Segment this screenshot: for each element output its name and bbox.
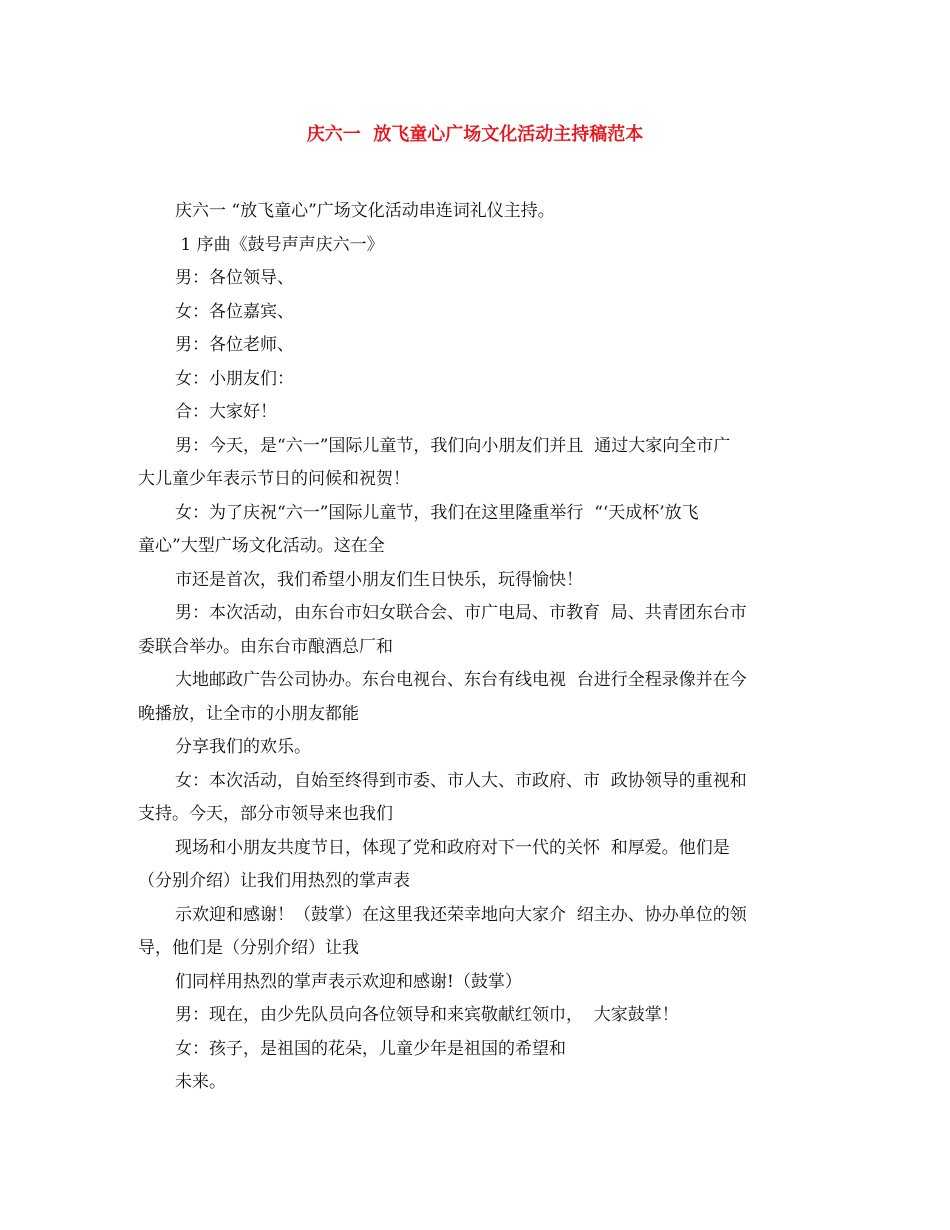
paragraph-line: 男：今天，是“六一”国际儿童节，我们向小朋友们并且 通过大家向全市广 [175, 435, 731, 456]
paragraph-line: 庆六一 “放飞童心”广场文化活动串连词礼仪主持。 [175, 201, 555, 221]
paragraph-line: 大地邮政广告公司协办。东台电视台、东台有线电视 台进行全程录像并在今 [175, 670, 747, 690]
paragraph-line: 大儿童少年表示节日的问候和祝贺！ [138, 469, 410, 489]
paragraph-line: 分享我们的欢乐。 [175, 737, 311, 757]
paragraph-line: 1 序曲《鼓号声声庆六一》 [175, 234, 384, 255]
document-title: 庆六一 放飞童心广场文化活动主持稿范本 [306, 124, 644, 145]
paragraph-line: 委联合举办。由东台市酿酒总厂和 [138, 636, 393, 657]
paragraph-line: 男：各位领导、 [175, 268, 294, 288]
paragraph-line: 女：小朋友们： [175, 368, 294, 389]
paragraph-line: 示欢迎和感谢！（鼓掌）在这里我还荣幸地向大家介 绍主办、协办单位的领 [175, 904, 747, 925]
paragraph-line: 合：大家好！ [175, 402, 277, 422]
paragraph-line: 女：孩子，是祖国的花朵，儿童少年是祖国的希望和 [175, 1038, 566, 1059]
paragraph-line: 晚播放，让全市的小朋友都能 [138, 703, 359, 724]
paragraph-line: 们同样用热烈的掌声表示欢迎和感谢!（鼓掌） [175, 971, 522, 992]
paragraph-line: 女：本次活动，自始至终得到市委、市人大、市政府、市 政协领导的重视和 [175, 770, 747, 791]
paragraph-line: （分别介绍）让我们用热烈的掌声表 [138, 871, 410, 891]
paragraph-line: 男：现在，由少先队员向各位领导和来宾敬献红领巾， 大家鼓掌！ [175, 1005, 679, 1025]
paragraph-line: 男：各位老师、 [175, 335, 294, 355]
paragraph-line: 市还是首次，我们希望小朋友们生日快乐，玩得愉快！ [175, 569, 583, 590]
paragraph-line: 女：各位嘉宾、 [175, 301, 294, 322]
paragraph-line: 童心”大型广场文化活动。这在全 [138, 536, 385, 556]
paragraph-line: 支持。今天，部分市领导来也我们 [138, 804, 393, 824]
paragraph-line: 男：本次活动，由东台市妇女联合会、市广电局、市教育 局、共青团东台市 [175, 603, 747, 623]
document-body [138, 195, 813, 1100]
paragraph-line: 未来。 [175, 1072, 226, 1092]
paragraph-line: 女：为了庆祝“六一”国际儿童节，我们在这里隆重举行 “‘天成杯’放飞 [175, 502, 699, 523]
paragraph-line: 现场和小朋友共度节日，体现了党和政府对下一代的关怀 和厚爱。他们是 [175, 837, 730, 858]
paragraph-line: 导，他们是（分别介绍）让我 [138, 938, 359, 958]
